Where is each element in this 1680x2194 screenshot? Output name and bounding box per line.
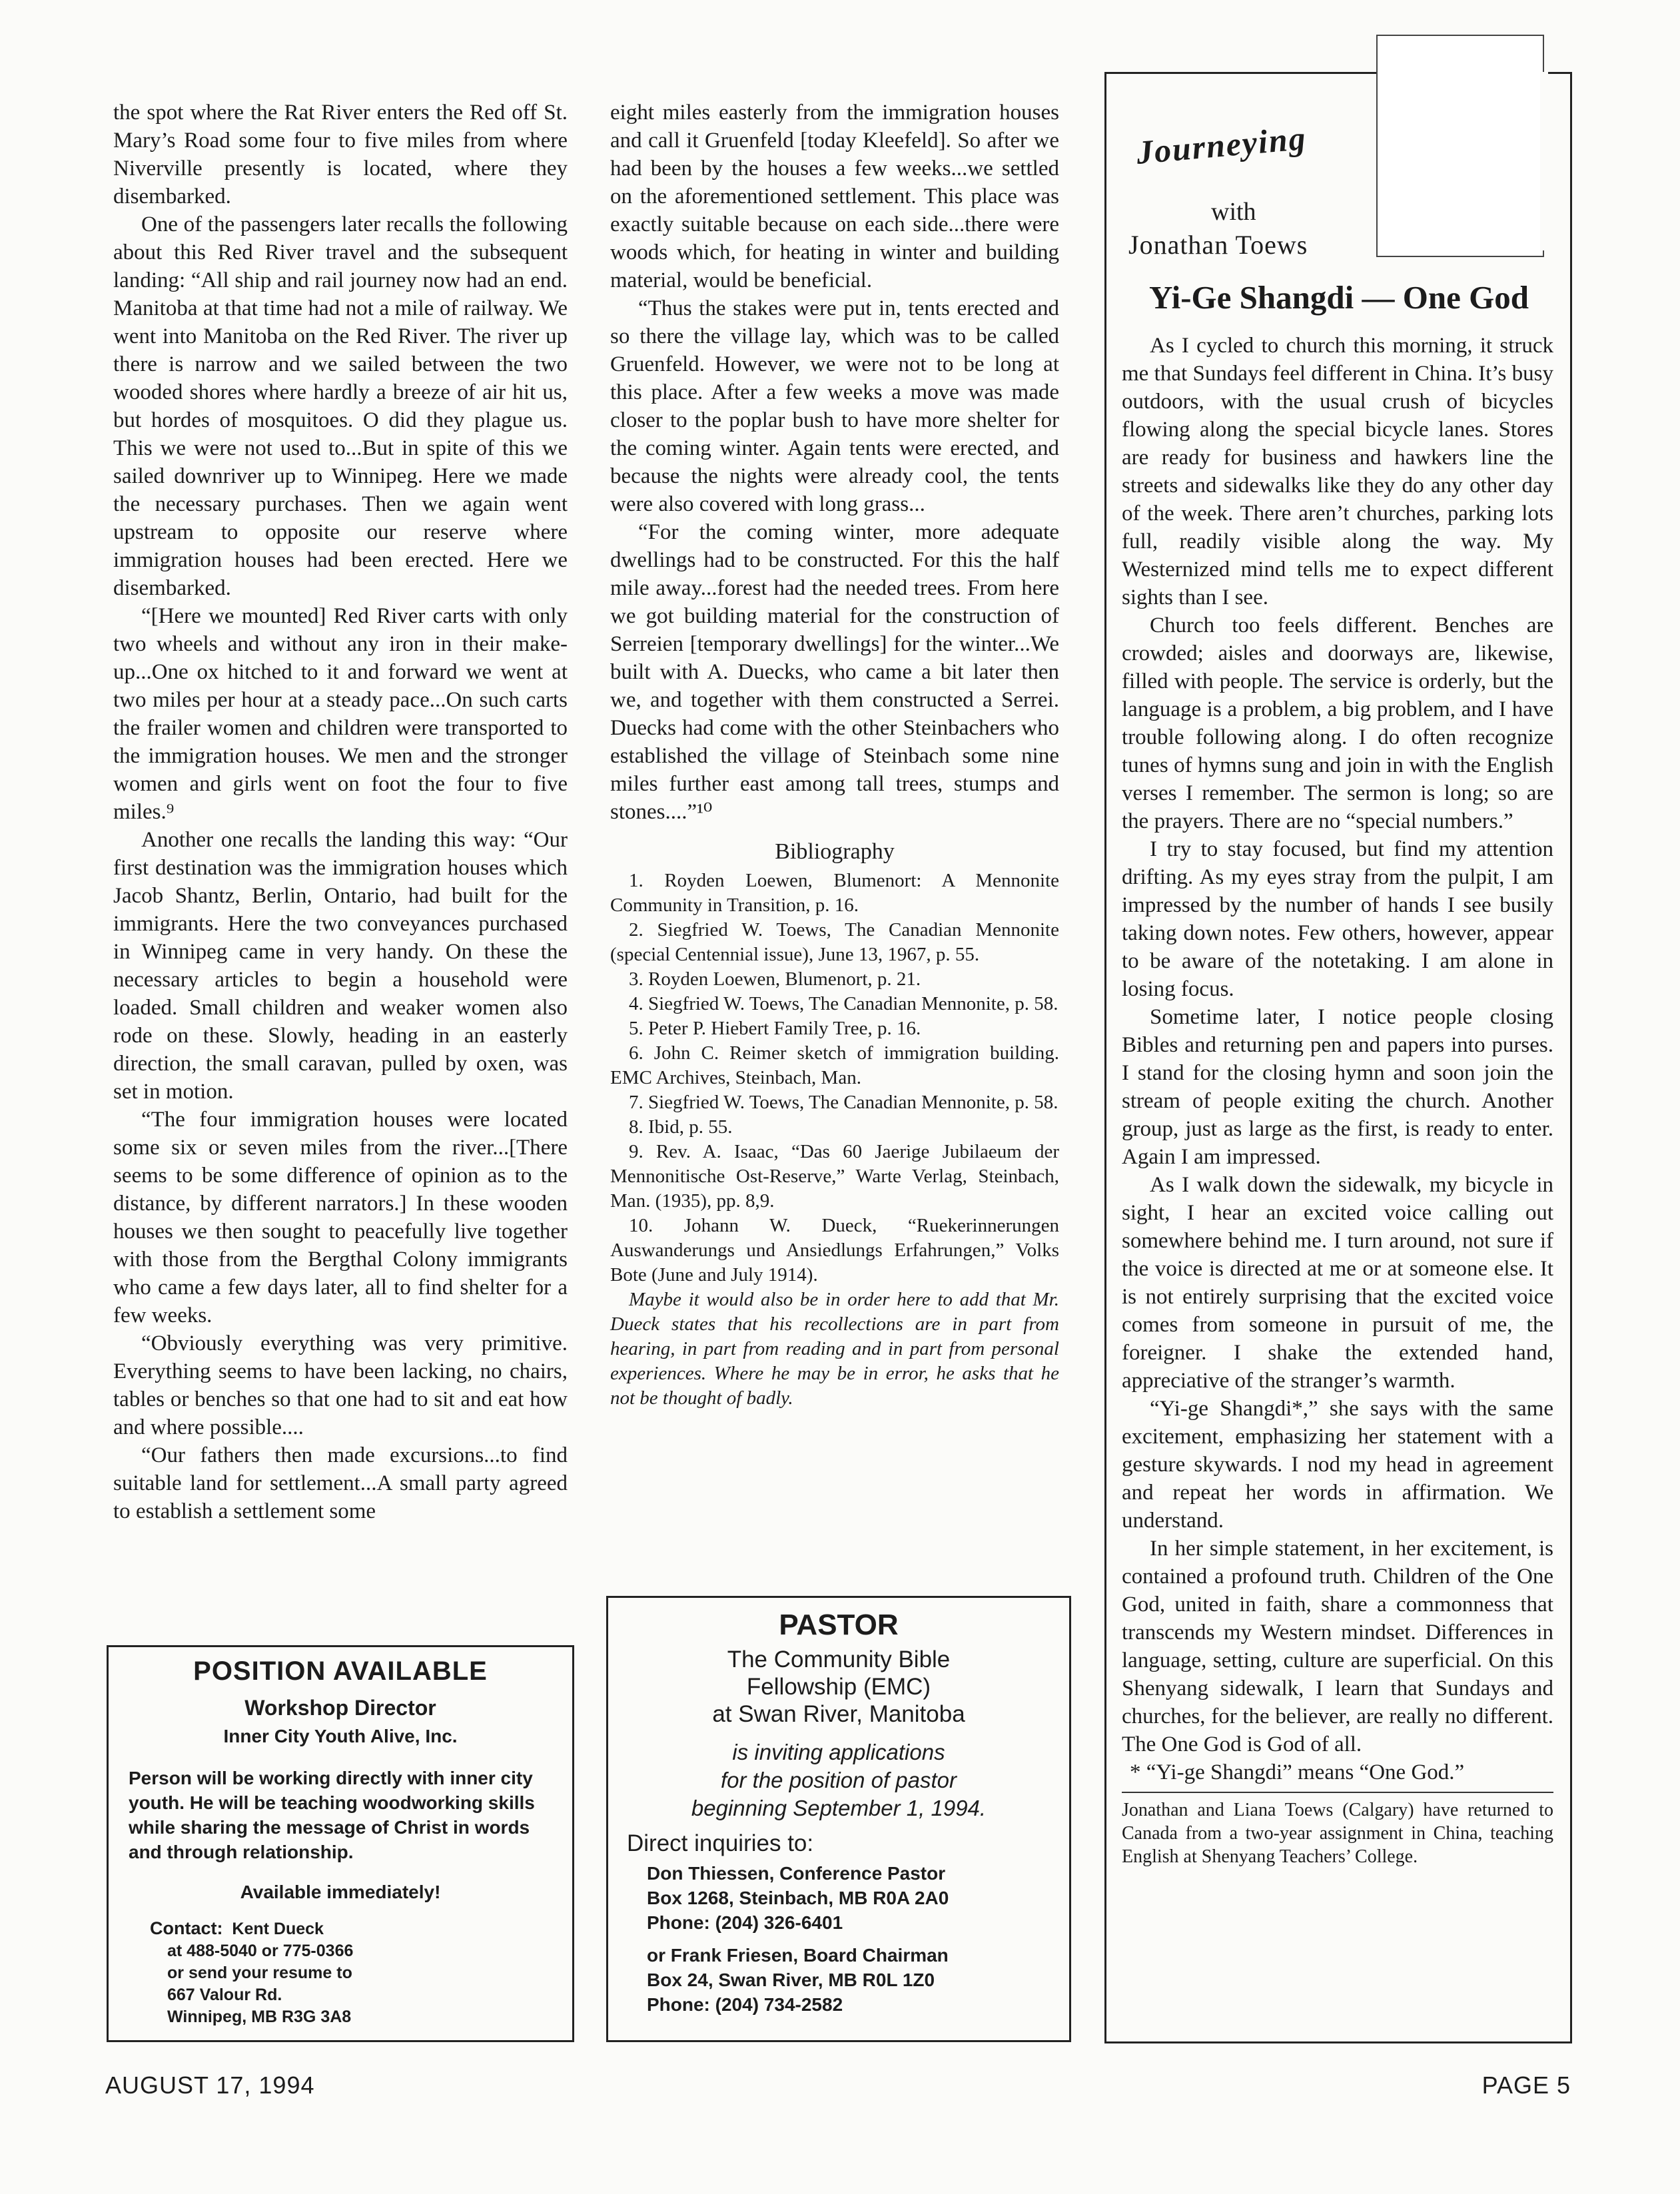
inquiry-line: Phone: (204) 326-6401 xyxy=(647,1912,843,1933)
invitation-line: for the position of pastor xyxy=(720,1768,957,1792)
contact-line: Winnipeg, MB R3G 3A8 xyxy=(167,2008,352,2026)
inquiry-contact xyxy=(647,1861,1069,1935)
contact-line: at 488-5040 or 775-0366 xyxy=(167,1942,354,1960)
bibliography-entry: 5. Peter P. Hiebert Family Tree, p. 16. xyxy=(629,1018,921,1039)
column-author: Jonathan Toews xyxy=(1128,230,1308,260)
bibliography-entry: 3. Royden Loewen, Blumenort, p. 21. xyxy=(629,968,921,990)
contact-name: Kent Dueck xyxy=(232,1920,324,1938)
inquiry-line: Box 1268, Steinbach, MB R0A 2A0 xyxy=(647,1888,949,1908)
bibliography-entry: 8. Ibid, p. 55. xyxy=(629,1116,733,1138)
church-line: at Swan River, Manitoba xyxy=(712,1701,965,1727)
inquiries-heading: Direct inquiries to: xyxy=(627,1830,814,1856)
invitation-line: beginning September 1, 1994. xyxy=(691,1796,987,1820)
column-title: Journeying xyxy=(1134,119,1308,171)
bibliography-entry: 9. Rev. A. Isaac, “Das 60 Jaerige Jubilaeum der Mennonitische Ost-Reserve,” Warte Verlag, Steinbach, Man. (1935), pp. 8,9. xyxy=(610,1141,1059,1212)
inquiry-line: Phone: (204) 734-2582 xyxy=(647,1994,843,2015)
article-column-2 xyxy=(610,99,1059,1411)
paragraph: I try to stay focused, but find my attention drifting. As my eyes stray from the pulpit, I am impressed by the number of hands I see busily taking down notes. Few others, however, appear to be aware of the notetaking. I am alone in losing focus. xyxy=(1122,837,1553,1001)
paragraph: “Our fathers then made excursions...to find suitable land for settlement...A small party agreed to establish a settlement some xyxy=(113,1443,568,1523)
contact-label: Contact: xyxy=(150,1918,223,1938)
paragraph: In her simple statement, in her excitement, is contained a profound truth. Children of the One God, united in faith, share a commonness that transcends my Western mindset. Differences in language, setting, culture are superficial. On this Shenyang sidewalk, I learn that Sundays and churches, for the believer, are really no different. The One God is God of all. xyxy=(1122,1537,1553,1756)
inquiry-line: Box 24, Swan River, MB R0L 1Z0 xyxy=(647,1970,935,1990)
footnote: * “Yi-ge Shangdi” means “One God.” xyxy=(1130,1760,1465,1784)
paragraph: the spot where the Rat River enters the Red off St. Mary’s Road some four to five miles from where Niverville presently is located, where they disembarked. xyxy=(113,101,568,208)
ad-title: PASTOR xyxy=(779,1609,899,1641)
availability: Available immediately! xyxy=(240,1882,441,1902)
paragraph: Church too feels different. Benches are crowded; aisles and doorways are, likewise, filled with people. The service is orderly, but the language is a problem, a big problem, and I have trouble following along. I do often recognize tunes of hymns sung and join in with the English verses I remember. The sermon is long; so are the prayers. There are no “special numbers.” xyxy=(1122,613,1553,833)
footer-date: AUGUST 17, 1994 xyxy=(105,2071,315,2099)
pastor-ad xyxy=(606,1596,1071,2042)
contact-line: 667 Valour Rd. xyxy=(167,1986,282,2004)
church-line: Fellowship (EMC) xyxy=(746,1674,931,1700)
paragraph: Sometime later, I notice people closing Bibles and returning pen and papers into purses. I stand for the closing hymn and soon join the stream of people exiting the church. Another group, just as large as the first, is ready to enter. Again I am impressed. xyxy=(1122,1005,1553,1169)
job-description: Person will be working directly with inner city youth. He will be teaching woodworking skills while sharing the message of Christ in words and through relationship. xyxy=(129,1768,535,1862)
paragraph: One of the passengers later recalls the following about this Red River travel and the subsequent landing: “All ship and rail journey now had an end. Manitoba at that time had not a mile of railway. We went into Manitoba on the Red River. The river up there is narrow and we sailed between the two wooded shores where hardly a breeze of air hit us, but hordes of mosquitoes. O did they plague us. This we were not used to...But in spite of this we sailed downriver up to Winnipeg. Here we made the necessary purchases. Then we again went upstream to opposite our reserve where immigration houses had been erected. Here we disembarked. xyxy=(113,212,568,600)
paragraph: “[Here we mounted] Red River carts with only two wheels and without any iron in their make-up...One ox hitched to it and forward we went at two miles per hour at a steady pace...On such carts the frailer women and children were transported to the immigration houses. We men and the stronger women and girls went on foot the four to five miles.⁹ xyxy=(113,604,568,824)
paragraph: Another one recalls the landing this way: “Our first destination was the immigration houses which Jacob Shantz, Berlin, Ontario, had built for the immigrants. Here the two conveyances purchased in Winnipeg came in very handy. On these the necessary articles to begin a household were loaded. Small children and weaker women also rode on these. Slowly, heading in an easterly direction, the small caravan, pulled by oxen, was set in motion. xyxy=(113,828,568,1104)
column-with: with xyxy=(1211,198,1256,226)
photo-border-gap xyxy=(1540,72,1548,250)
divider xyxy=(1122,1792,1553,1793)
paragraph: “Obviously everything was very primitive. Everything seems to have been lacking, no chairs, tables or benches so that one had to sit and eat how and where possible.... xyxy=(113,1331,568,1439)
ad-title: POSITION AVAILABLE xyxy=(193,1656,488,1686)
bibliography-entry: 7. Siegfried W. Toews, The Canadian Mennonite, p. 58. xyxy=(629,1092,1058,1113)
contact-line: or send your resume to xyxy=(167,1964,352,1982)
inquiry-contact xyxy=(647,1943,1069,2017)
inquiry-line: or Frank Friesen, Board Chairman xyxy=(647,1945,949,1966)
paragraph: “For the coming winter, more adequate dwellings had to be constructed. For this the half mile away...forest had the needed trees. From here we got building material for the construction of Serreien [temporary dwellings] for the winter...We built with A. Duecks, who came a bit later then we, and together with them constructed a Serrei. Duecks had come with the other Steinbachers who established the village of Steinbach some nine miles further east among tall trees, stumps and stones....”¹⁰ xyxy=(610,520,1059,824)
bibliography-title: Bibliography xyxy=(775,839,895,864)
page-number: PAGE 5 xyxy=(1481,2071,1571,2099)
church-name xyxy=(608,1646,1069,1728)
position-available-ad xyxy=(107,1645,574,2042)
journeying-article xyxy=(1122,332,1553,1868)
bibliography-entry: 2. Siegfried W. Toews, The Canadian Mennonite (special Centennial issue), June 13, 1967, p. 55. xyxy=(610,919,1059,965)
bibliography-entry: 10. Johann W. Dueck, “Ruekerinnerungen Auswanderungs und Ansiedlungs Erfahrungen,” Volks Bote (June and July 1914). xyxy=(610,1215,1059,1285)
church-line: The Community Bible xyxy=(727,1646,951,1672)
contact-block xyxy=(150,1918,572,2028)
author-bio: Jonathan and Liana Toews (Calgary) have returned to Canada from a two-year assignment in China, teaching English at Shenyang Teachers’ College. xyxy=(1122,1800,1553,1867)
bibliography xyxy=(610,869,1059,1411)
bibliography-entry: 6. John C. Reimer sketch of immigration building. EMC Archives, Steinbach, Man. xyxy=(610,1042,1059,1088)
paragraph: As I walk down the sidewalk, my bicycle in sight, I hear an excited voice calling out somewhere behind me. I turn around, not sure if the voice is directed at me or at someone else. It is not entirely surprising that the excited voice comes from someone in pursuit of me, the foreigner. I shake the extended hand, appreciative of the stranger’s warmth. xyxy=(1122,1173,1553,1393)
invitation xyxy=(608,1738,1069,1822)
article-headline: Yi-Ge Shangdi — One God xyxy=(1149,279,1529,316)
inquiry-line: Don Thiessen, Conference Pastor xyxy=(647,1863,946,1884)
bibliography-entry: 4. Siegfried W. Toews, The Canadian Mennonite, p. 58. xyxy=(629,993,1058,1014)
paragraph: “Thus the stakes were put in, tents erected and so there the village lay, which was to be called Gruenfeld. However, we were not to be long at this place. After a few weeks a move was made closer to the poplar bush to have more shelter for the coming winter. Again tents were erected, and because the nights were already cool, the tents were also covered with long grass... xyxy=(610,296,1059,516)
organization-name: Inner City Youth Alive, Inc. xyxy=(223,1726,458,1746)
author-photo-placeholder xyxy=(1376,35,1544,257)
paragraph: eight miles easterly from the immigration houses and call it Gruenfeld [today Kleefeld]. So after we had been by the houses a few weeks...we settled on the aforementioned settlement. This place was exactly suitable because on each side...there were woods which, for heating in winter and building material, would be beneficial. xyxy=(610,101,1059,292)
editor-note: Maybe it would also be in order here to add that Mr. Dueck states that his recollections are in part from hearing, in part from reading and in part from personal experiences. Where he may be in error, he asks that he not be thought of badly. xyxy=(610,1289,1059,1409)
article-column-1 xyxy=(113,99,568,1525)
paragraph: “The four immigration houses were located some six or seven miles from the river...[There seems to be some difference of opinion as to the distance, by different narrators.] In these wooden houses we then sought to peacefully live together with those from the Bergthal Colony immigrants who came a few days later, all to find shelter for a few weeks. xyxy=(113,1108,568,1327)
job-title: Workshop Director xyxy=(244,1696,436,1720)
bibliography-entry: 1. Royden Loewen, Blumenort: A Mennonite Community in Transition, p. 16. xyxy=(610,870,1059,916)
invitation-line: is inviting applications xyxy=(732,1740,945,1764)
paragraph: “Yi-ge Shangdi*,” she says with the same excitement, emphasizing her statement with a gesture skywards. I nod my head in agreement and repeat her words in affirmation. We understand. xyxy=(1122,1397,1553,1533)
paragraph: As I cycled to church this morning, it struck me that Sundays feel different in China. It’s busy outdoors, with the usual crush of bicycles flowing along the special bicycle lanes. Stores are ready for business and hawkers line the streets and sidewalks like they do any other day of the week. There aren’t churches, parking lots full, readily visible along the way. My Westernized mind tells me to expect different sights than I see. xyxy=(1122,334,1553,609)
